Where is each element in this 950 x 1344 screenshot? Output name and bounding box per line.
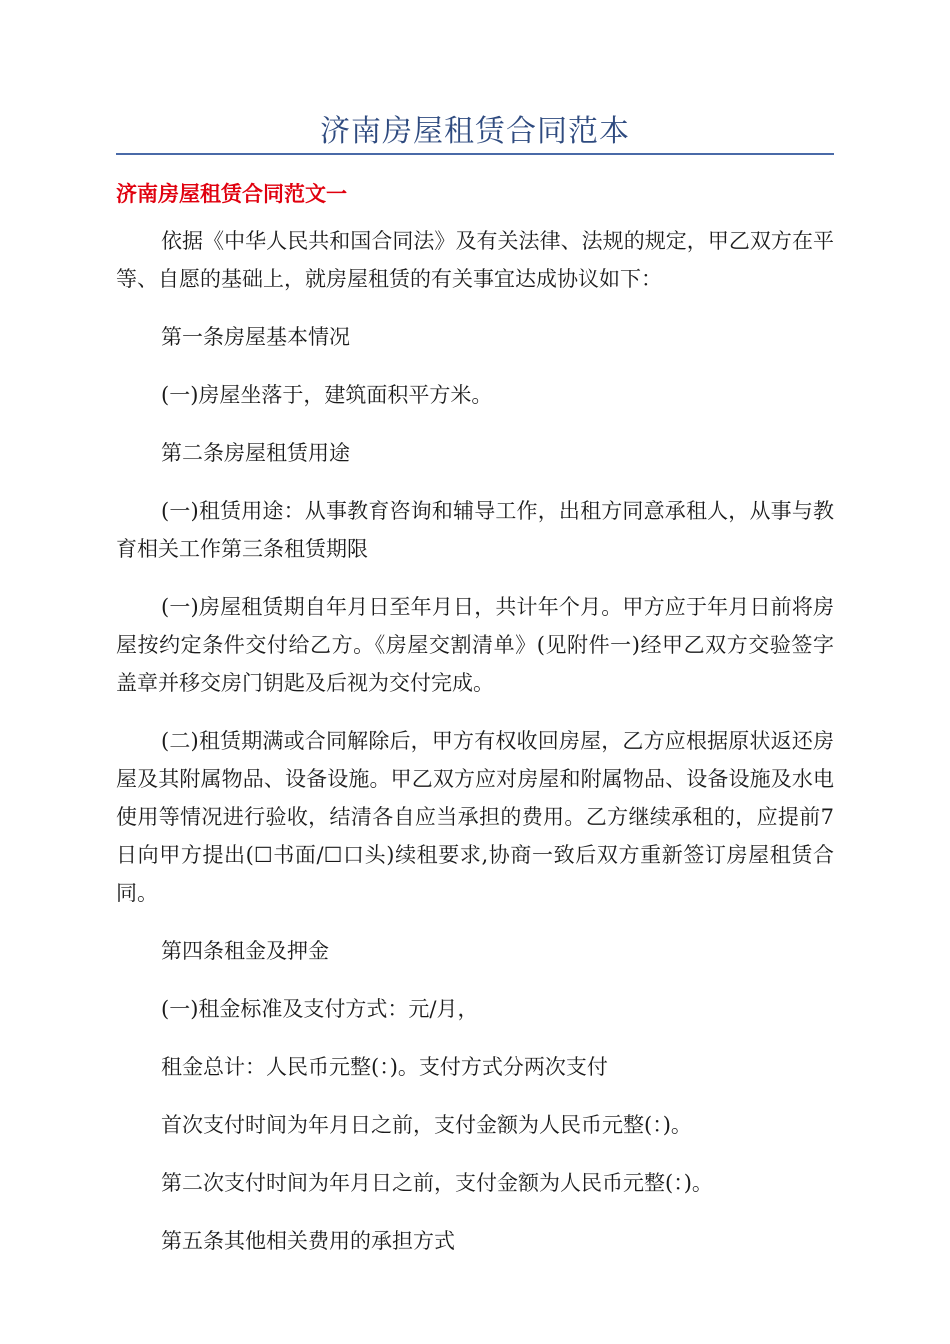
paragraph-article-1: 第一条房屋基本情况: [161, 325, 350, 349]
paragraph-second-payment: 第二次支付时间为年月日之前，支付金额为人民币元整(：)。: [161, 1171, 713, 1195]
paragraph-article-3-item-2: (二)租赁期满或合同解除后，甲方有权收回房屋，乙方应根据原状返还房屋及其附属物品、设备设施。甲乙双方应对房屋和附属物品、设备设施及水电使用等情况进行验收，结清各自应当承担的费用。乙方继续承租的，应提前7日向甲方提出(☐书面/☐口头)续租要求,协商一致后双方重新签订房屋租赁合同。: [116, 729, 834, 905]
paragraph-first-payment: 首次支付时间为年月日之前，支付金额为人民币元整(：)。: [161, 1113, 692, 1137]
paragraph-article-4-item-1: (一)租金标准及支付方式：元/月，: [161, 997, 479, 1021]
paragraph-article-5: 第五条其他相关费用的承担方式: [161, 1229, 455, 1253]
paragraph-article-1-item-1: (一)房屋坐落于，建筑面积平方米。: [161, 383, 493, 407]
paragraph-article-2-item-1: (一)租赁用途：从事教育咨询和辅导工作，出租方同意承租人，从事与教育相关工作第三条租赁期限: [116, 499, 834, 561]
paragraph-article-4: 第四条租金及押金: [161, 939, 329, 963]
paragraph-article-2: 第二条房屋租赁用途: [161, 441, 350, 465]
title-underline: [116, 153, 834, 155]
document-body: [116, 222, 834, 1280]
paragraph-article-3-item-1: (一)房屋租赁期自年月日至年月日，共计年个月。甲方应于年月日前将房屋按约定条件交付给乙方。《房屋交割清单》(见附件一)经甲乙双方交验签字盖章并移交房门钥匙及后视为交付完成。: [116, 595, 834, 695]
section-heading: 济南房屋租赁合同范文一: [116, 182, 347, 206]
document-title: 济南房屋租赁合同范本: [320, 114, 630, 149]
paragraph-intro: 依据《中华人民共和国合同法》及有关法律、法规的规定，甲乙双方在平等、自愿的基础上，就房屋租赁的有关事宜达成协议如下：: [116, 229, 834, 291]
paragraph-rent-total: 租金总计：人民币元整(：)。支付方式分两次支付: [161, 1055, 608, 1079]
